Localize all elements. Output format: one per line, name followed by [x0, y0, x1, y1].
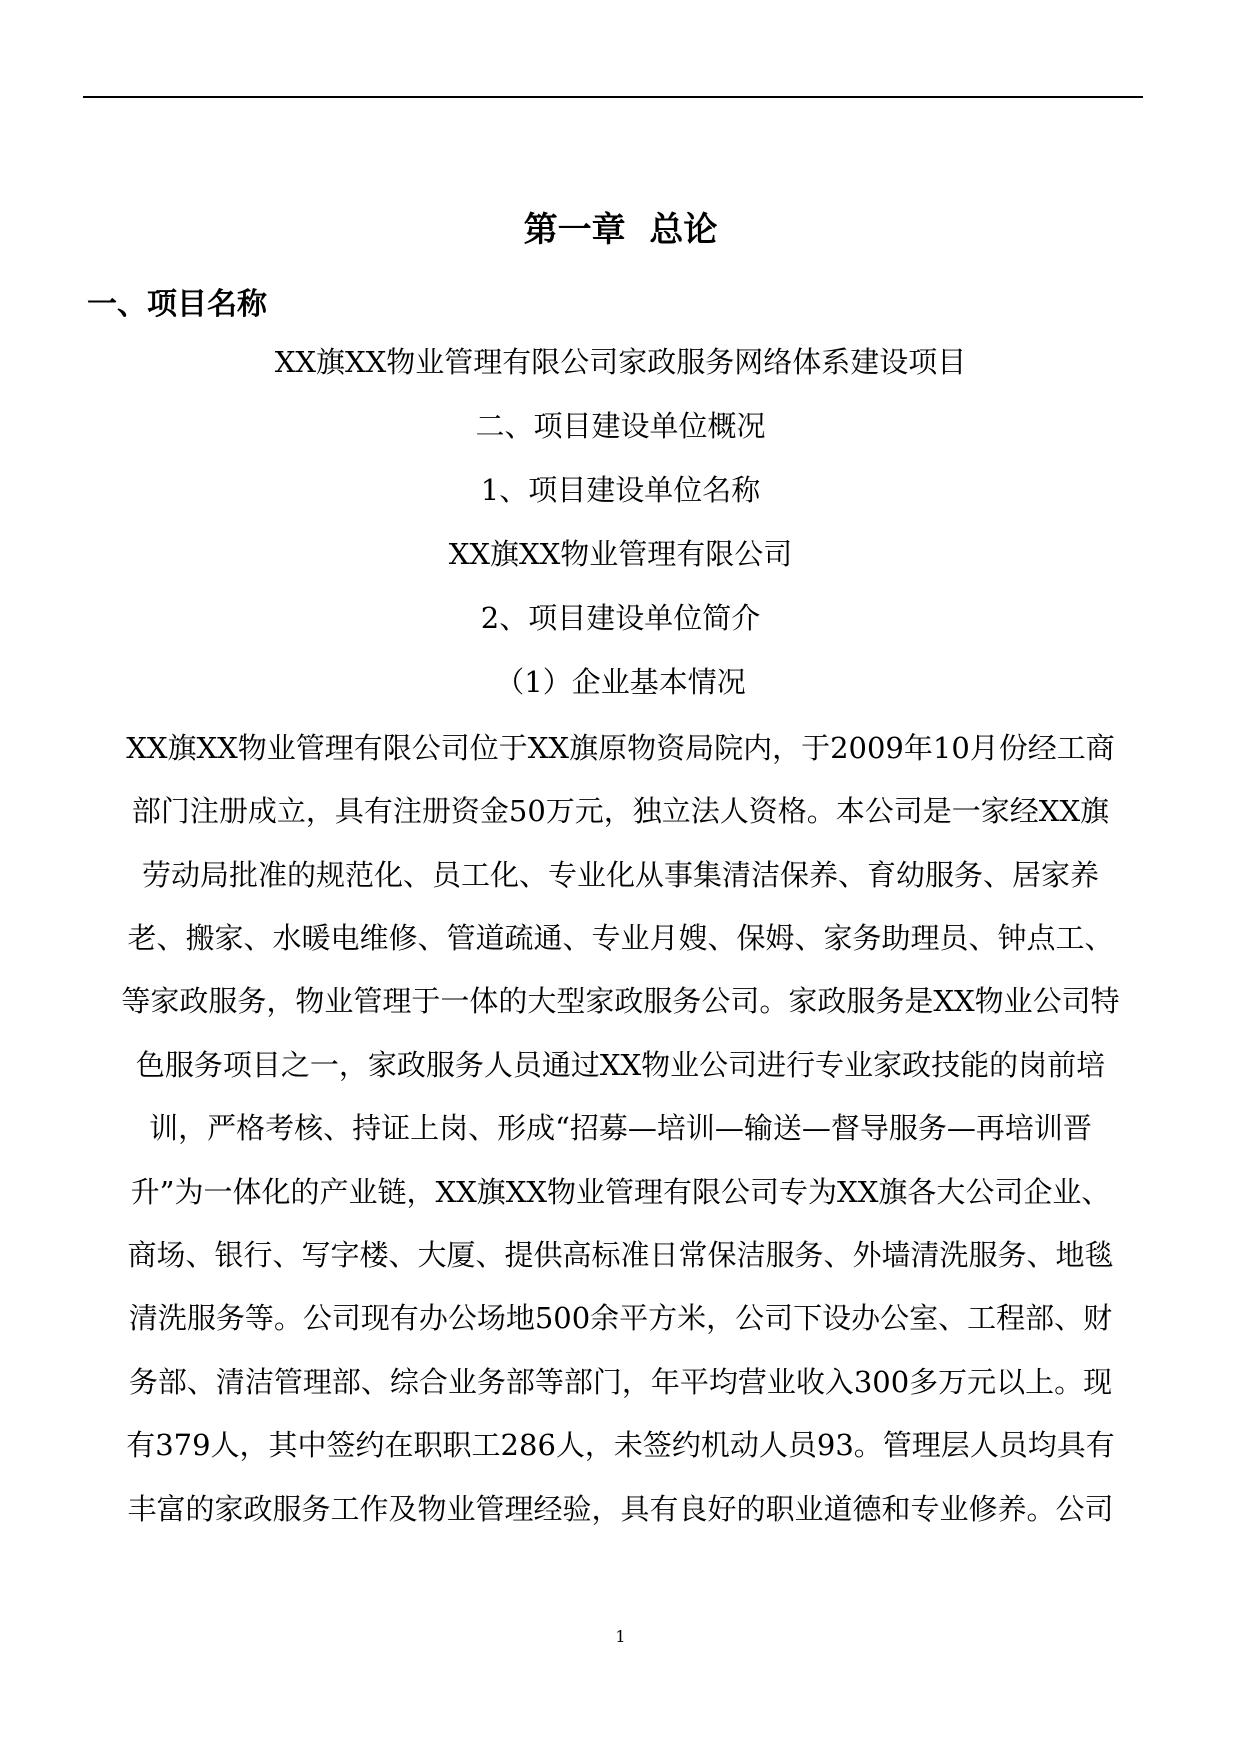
project-name: XX旗XX物业管理有限公司家政服务网络体系建设项目 [274, 345, 967, 379]
section-heading-unit-overview: 二、项目建设单位概况 [475, 409, 766, 443]
paragraph-line: 务部、清洁管理部、综合业务部等部门，年平均营业收入300多万元以上。现 [128, 1365, 1113, 1399]
paragraph-line: 商场、银行、写字楼、大厦、提供高标准日常保洁服务、外墙清洗服务、地毯 [127, 1238, 1114, 1272]
subheading-unit-name: 1、项目建设单位名称 [480, 473, 761, 507]
chapter-title: 第一章 总论 [523, 210, 718, 250]
paragraph-line: 升”为一体化的产业链，XX旗XX物业管理有限公司专为XX旗各大公司企业、 [130, 1175, 1111, 1209]
paragraph-line: XX旗XX物业管理有限公司位于XX旗原物资局院内，于2009年10月份经工商 [126, 731, 1115, 765]
paragraph-line: 老、搬家、水暖电维修、管道疏通、专业月嫂、保姆、家务助理员、钟点工、 [127, 921, 1114, 955]
section-heading-project-name: 一、项目名称 [87, 287, 267, 322]
paragraph-line: 部门注册成立，具有注册资金50万元，独立法人资格。本公司是一家经XX旗 [131, 794, 1110, 828]
subheading-unit-intro: 2、项目建设单位简介 [480, 601, 761, 635]
paragraph-line: 劳动局批准的规范化、员工化、专业化从事集清洁保养、育幼服务、居家养 [141, 858, 1099, 892]
paragraph-line: 清洗服务等。公司现有办公场地500余平方米，公司下设办公室、工程部、财 [128, 1301, 1113, 1335]
paragraph-line: 丰富的家政服务工作及物业管理经验，具有良好的职业道德和专业修养。公司 [127, 1492, 1114, 1526]
paragraph-line: 色服务项目之一，家政服务人员通过XX物业公司进行专业家政技能的岗前培 [135, 1048, 1106, 1082]
company-name: XX旗XX物业管理有限公司 [448, 537, 793, 571]
paragraph-line: 有379人，其中签约在职职工286人，未签约机动人员93。管理层人员均具有 [126, 1428, 1115, 1462]
paragraph-line: 训，严格考核、持证上岗、形成“招募—培训—输送—督导服务—再培训晋 [149, 1111, 1092, 1145]
header-rule [83, 96, 1143, 98]
paragraph-line: 等家政服务，物业管理于一体的大型家政服务公司。家政服务是XX物业公司特 [121, 984, 1120, 1018]
page-number: 1 [615, 1627, 626, 1646]
subheading-basic-info: （1）企业基本情况 [495, 665, 746, 699]
